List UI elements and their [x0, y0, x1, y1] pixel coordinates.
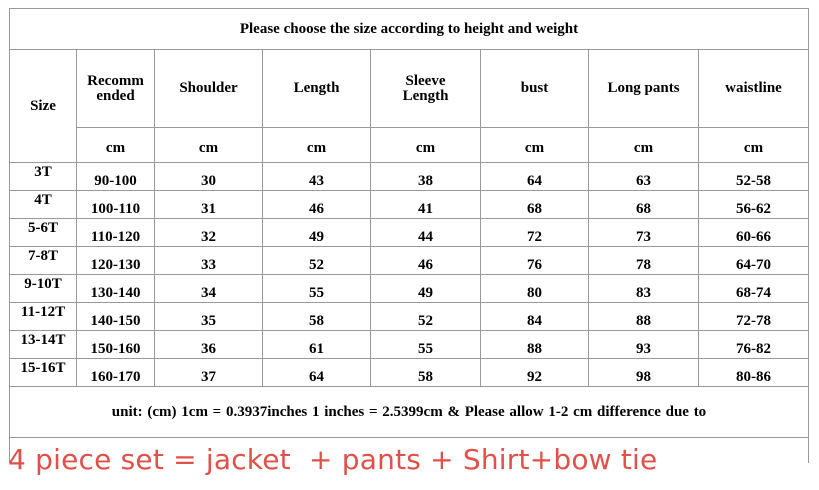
- size-cell: 9-10T: [10, 275, 77, 303]
- unit-cell: cm: [481, 128, 589, 163]
- pants-cell: 73: [589, 219, 699, 247]
- pants-cell: 98: [589, 359, 699, 387]
- unit-row: [10, 128, 809, 163]
- header-bust: bust: [481, 50, 589, 128]
- table-row: [10, 163, 809, 191]
- size-cell: 15-16T: [10, 359, 77, 387]
- header-long-pants: Long pants: [589, 50, 699, 128]
- header-row: [10, 50, 809, 128]
- sleeve-cell: 55: [371, 331, 481, 359]
- recommended-cell: 150-160: [77, 331, 155, 359]
- bust-cell: 72: [481, 219, 589, 247]
- sleeve-cell: 52: [371, 303, 481, 331]
- shoulder-cell: 35: [155, 303, 263, 331]
- length-cell: 61: [263, 331, 371, 359]
- shoulder-cell: 34: [155, 275, 263, 303]
- size-cell: 5-6T: [10, 219, 77, 247]
- size-cell: 4T: [10, 191, 77, 219]
- bust-cell: 64: [481, 163, 589, 191]
- shoulder-cell: 36: [155, 331, 263, 359]
- header-size: Size: [10, 50, 77, 163]
- shoulder-cell: 33: [155, 247, 263, 275]
- recommended-cell: 130-140: [77, 275, 155, 303]
- bust-cell: 88: [481, 331, 589, 359]
- recommended-cell: 110-120: [77, 219, 155, 247]
- size-cell: 7-8T: [10, 247, 77, 275]
- sleeve-cell: 44: [371, 219, 481, 247]
- waist-cell: 60-66: [699, 219, 809, 247]
- recommended-cell: 160-170: [77, 359, 155, 387]
- bust-cell: 76: [481, 247, 589, 275]
- header-recommended: Recomm ended: [77, 50, 155, 128]
- shoulder-cell: 37: [155, 359, 263, 387]
- pants-cell: 93: [589, 331, 699, 359]
- length-cell: 49: [263, 219, 371, 247]
- header-length: Length: [263, 50, 371, 128]
- table-row: [10, 247, 809, 275]
- sleeve-cell: 58: [371, 359, 481, 387]
- sleeve-cell: 49: [371, 275, 481, 303]
- length-cell: 43: [263, 163, 371, 191]
- recommended-cell: 140-150: [77, 303, 155, 331]
- shoulder-cell: 30: [155, 163, 263, 191]
- waist-cell: 68-74: [699, 275, 809, 303]
- bust-cell: 92: [481, 359, 589, 387]
- pants-cell: 88: [589, 303, 699, 331]
- waist-cell: 76-82: [699, 331, 809, 359]
- sleeve-cell: 38: [371, 163, 481, 191]
- recommended-cell: 100-110: [77, 191, 155, 219]
- size-chart-table: [9, 8, 809, 463]
- unit-cell: cm: [77, 128, 155, 163]
- sleeve-cell: 41: [371, 191, 481, 219]
- table-row: [10, 303, 809, 331]
- footer-row: [10, 387, 809, 438]
- unit-conversion-note: unit: (cm) 1cm = 0.3937inches 1 inches = 2.5399cm & Please allow 1-2 cm difference due to: [10, 387, 809, 438]
- pants-cell: 68: [589, 191, 699, 219]
- sleeve-cell: 46: [371, 247, 481, 275]
- unit-cell: cm: [263, 128, 371, 163]
- bust-cell: 80: [481, 275, 589, 303]
- table-row: [10, 331, 809, 359]
- length-cell: 55: [263, 275, 371, 303]
- pants-cell: 83: [589, 275, 699, 303]
- set-contents-caption: 4 piece set = jacket + pants + Shirt+bow tie: [8, 443, 658, 476]
- recommended-cell: 90-100: [77, 163, 155, 191]
- table-row: [10, 359, 809, 387]
- waist-cell: 80-86: [699, 359, 809, 387]
- pants-cell: 63: [589, 163, 699, 191]
- header-sleeve-length: Sleeve Length: [371, 50, 481, 128]
- length-cell: 46: [263, 191, 371, 219]
- length-cell: 58: [263, 303, 371, 331]
- length-cell: 52: [263, 247, 371, 275]
- waist-cell: 56-62: [699, 191, 809, 219]
- shoulder-cell: 32: [155, 219, 263, 247]
- waist-cell: 52-58: [699, 163, 809, 191]
- bust-cell: 84: [481, 303, 589, 331]
- size-cell: 13-14T: [10, 331, 77, 359]
- unit-cell: cm: [371, 128, 481, 163]
- unit-cell: cm: [699, 128, 809, 163]
- size-cell: 11-12T: [10, 303, 77, 331]
- length-cell: 64: [263, 359, 371, 387]
- table-row: [10, 219, 809, 247]
- header-shoulder: Shoulder: [155, 50, 263, 128]
- bust-cell: 68: [481, 191, 589, 219]
- table-title: Please choose the size according to height and weight: [10, 9, 809, 50]
- shoulder-cell: 31: [155, 191, 263, 219]
- pants-cell: 78: [589, 247, 699, 275]
- table-row: [10, 275, 809, 303]
- size-cell: 3T: [10, 163, 77, 191]
- header-waistline: waistline: [699, 50, 809, 128]
- unit-cell: cm: [155, 128, 263, 163]
- waist-cell: 72-78: [699, 303, 809, 331]
- unit-cell: cm: [589, 128, 699, 163]
- title-row: [10, 9, 809, 50]
- waist-cell: 64-70: [699, 247, 809, 275]
- table-row: [10, 191, 809, 219]
- recommended-cell: 120-130: [77, 247, 155, 275]
